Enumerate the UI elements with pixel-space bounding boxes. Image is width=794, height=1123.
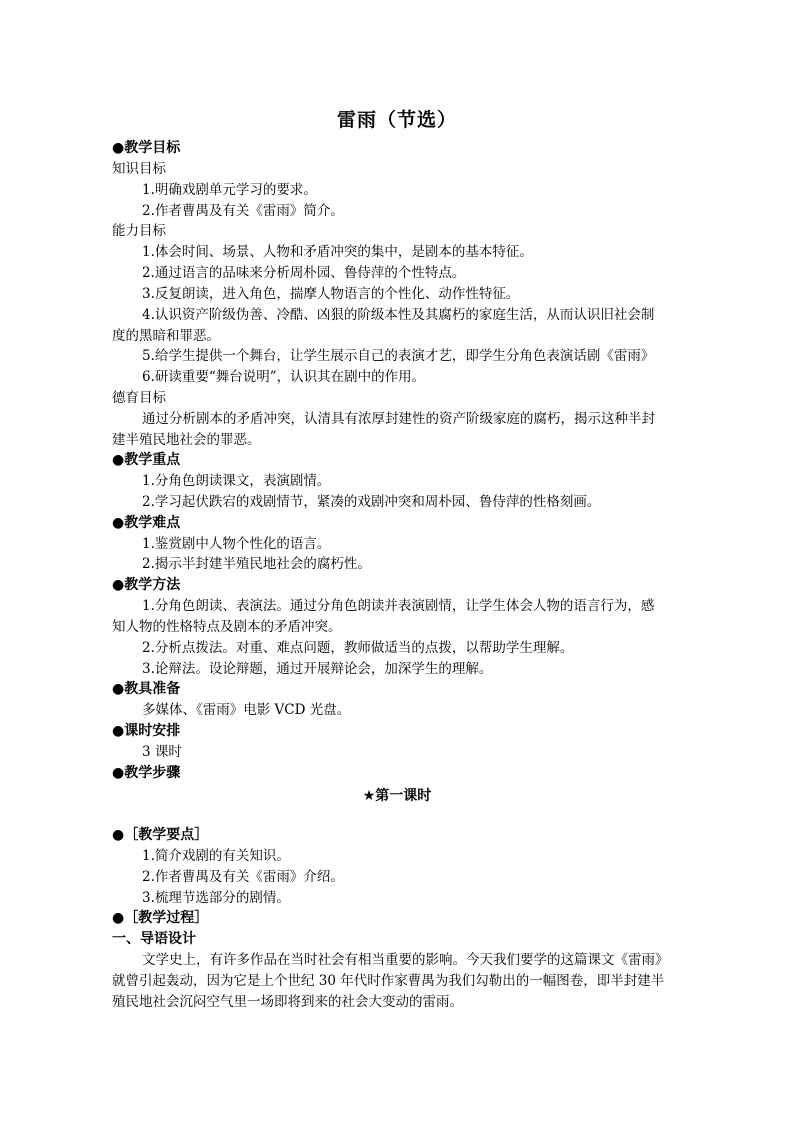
list-item: 2.分析点拨法。对重、难点问题，教师做适当的点拨，以帮助学生理解。 <box>142 640 574 656</box>
list-item: 3.梳理节选部分的剧情。 <box>142 890 290 906</box>
section-heading-teaching-aids: ●教具准备 <box>112 681 181 697</box>
list-item: 5.给学生提供一个舞台，让学生展示自己的表演才艺，即学生分角色表演话剧《雷雨》 <box>142 348 655 364</box>
section-heading-key-points: ●教学重点 <box>112 452 181 468</box>
list-item: 1.体会时间、场景、人物和矛盾冲突的集中，是剧本的基本特征。 <box>142 244 533 260</box>
paragraph-line: 3 课时 <box>142 744 182 760</box>
paragraph-line: 殖民地社会沉闷空气里一场即将到来的社会大变动的雷雨。 <box>112 994 463 1010</box>
lesson-heading-first: ★第一课时 <box>362 788 432 804</box>
list-item: 2.学习起伏跌宕的戏剧情节，紧凑的戏剧冲突和周朴园、鲁侍萍的性格刻画。 <box>142 494 601 510</box>
list-item: 2.作者曹禺及有关《雷雨》简介。 <box>142 203 344 219</box>
section-heading-steps: ●教学步骤 <box>112 765 181 781</box>
list-item: 1.分角色朗读、表演法。通过分角色朗读并表演剧情，让学生体会人物的语言行为，感 <box>142 598 655 614</box>
subheading-moral-goals: 德育目标 <box>112 390 166 406</box>
subheading-knowledge-goals: 知识目标 <box>112 161 166 177</box>
section-heading-schedule: ●课时安排 <box>112 723 181 739</box>
section-heading-difficulties: ●教学难点 <box>112 515 181 531</box>
list-item: 4.认识资产阶级伪善、冷酷、凶狠的阶级本性及其腐朽的家庭生活，从而认识旧社会制 <box>142 307 655 323</box>
paragraph-line: 文学史上，有许多作品在当时社会有相当重要的影响。今天我们要学的这篇课文《雷雨》 <box>142 952 669 968</box>
list-item-continuation: 知人物的性格特点及剧本的矛盾冲突。 <box>112 619 342 635</box>
list-item-continuation: 度的黑暗和罪恶。 <box>112 328 220 344</box>
section-heading-key-points-lesson: ●［教学要点］ <box>112 827 209 843</box>
paragraph-line: 通过分析剧本的矛盾冲突，认清具有浓厚封建性的资产阶级家庭的腐朽，揭示这种半封 <box>142 411 655 427</box>
paragraph-line: 多媒体、《雷雨》电影 VCD 光盘。 <box>142 702 351 718</box>
list-item: 3.论辩法。设论辩题，通过开展辩论会，加深学生的理解。 <box>142 661 493 677</box>
list-item: 1.鉴赏剧中人物个性化的语言。 <box>142 536 331 552</box>
list-item: 3.反复朗读，进入角色，揣摩人物语言的个性化、动作性特征。 <box>142 286 520 302</box>
document-title: 雷雨（节选） <box>336 109 457 131</box>
list-item: 1.明确戏剧单元学习的要求。 <box>142 182 317 198</box>
list-item: 2.揭示半封建半殖民地社会的腐朽性。 <box>142 556 371 572</box>
list-item: 2.通过语言的品味来分析周朴园、鲁侍萍的个性特点。 <box>142 265 466 281</box>
list-item: 6.研读重要“舞台说明”，认识其在剧中的作用。 <box>142 369 426 385</box>
paragraph-line: 建半殖民地社会的罪恶。 <box>112 432 261 448</box>
list-item: 1.简介戏剧的有关知识。 <box>142 848 290 864</box>
list-item: 2.作者曹禺及有关《雷雨》介绍。 <box>142 869 344 885</box>
paragraph-line: 就曾引起轰动，因为它是上个世纪 30 年代时作家曹禺为我们勾勒出的一幅图卷，即半封建半 <box>112 973 665 989</box>
subheading-ability-goals: 能力目标 <box>112 223 166 239</box>
subsection-heading-introduction: 一、导语设计 <box>112 931 196 947</box>
list-item: 1.分角色朗读课文，表演剧情。 <box>142 473 331 489</box>
section-heading-teaching-goals: ●教学目标 <box>112 140 181 156</box>
section-heading-process: ●［教学过程］ <box>112 910 209 926</box>
section-heading-methods: ●教学方法 <box>112 577 181 593</box>
